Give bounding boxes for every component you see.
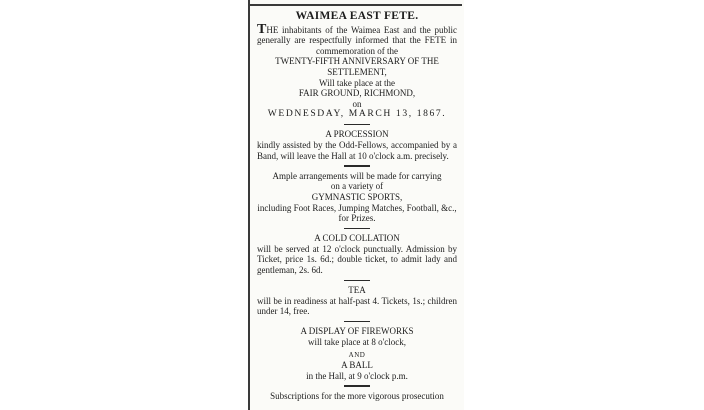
ball-heading: A BALL bbox=[341, 360, 373, 371]
sports-heading: GYMNASTIC SPORTS, bbox=[311, 191, 403, 202]
ball-text: in the Hall, at 9 o'clock p.m. bbox=[306, 370, 408, 381]
and-text: AND bbox=[348, 350, 366, 359]
intro-text: HE inhabitants of the Waimea East and the public generally are respectfully informed that the FETE in commemoration of the bbox=[257, 24, 457, 56]
fete-notice bbox=[257, 10, 457, 401]
collation-heading: A COLD COLLATION bbox=[314, 233, 400, 244]
tea-text: will be in readiness at half-past 4. Tickets, 1s.; children under 14, free. bbox=[257, 295, 457, 317]
procession-heading: A PROCESSION bbox=[325, 129, 389, 140]
procession-text: kindly assisted by the Odd-Fellows, accompanied by a Band, will leave the Hall at 10 o'clock a.m. precisely. bbox=[257, 140, 457, 161]
event-date: WEDNESDAY, MARCH 13, 1867. bbox=[267, 108, 447, 120]
divider bbox=[344, 124, 370, 126]
location-text: FAIR GROUND, RICHMOND, bbox=[298, 88, 416, 99]
intro-paragraph bbox=[257, 21, 457, 57]
divider bbox=[344, 321, 370, 323]
fireworks-text: will take place at 8 o'clock, bbox=[307, 336, 407, 347]
sports-text: including Foot Races, Jumping Matches, Football, &c., for Prizes. bbox=[257, 202, 457, 224]
anniversary-line-1: TWENTY-FIFTH ANNIVERSARY OF THE bbox=[275, 56, 439, 67]
column-rule-left bbox=[248, 0, 250, 410]
divider bbox=[344, 385, 370, 387]
divider bbox=[344, 228, 370, 230]
divider bbox=[344, 165, 370, 167]
column-rule-top bbox=[250, 4, 462, 6]
tea-heading: TEA bbox=[348, 285, 366, 296]
on-text: on bbox=[352, 98, 362, 109]
sports-line-1: Ample arrangements will be made for carrying bbox=[272, 170, 442, 181]
anniversary-line-2: SETTLEMENT, bbox=[327, 66, 387, 77]
drop-cap: T bbox=[257, 21, 267, 37]
take-place-text: Will take place at the bbox=[318, 77, 396, 88]
fireworks-heading: A DISPLAY OF FIREWORKS bbox=[300, 326, 414, 337]
sports-line-2: on a variety of bbox=[330, 181, 384, 192]
footer-text: Subscriptions for the more vigorous prosecution bbox=[270, 390, 444, 401]
notice-title: WAIMEA EAST FETE. bbox=[295, 10, 419, 22]
collation-text: will be served at 12 o'clock punctually. Admission by Ticket, price 1s. 6d.; double ticket, to admit lady and gentleman, 2s. 6d. bbox=[257, 243, 457, 275]
divider bbox=[344, 280, 370, 282]
